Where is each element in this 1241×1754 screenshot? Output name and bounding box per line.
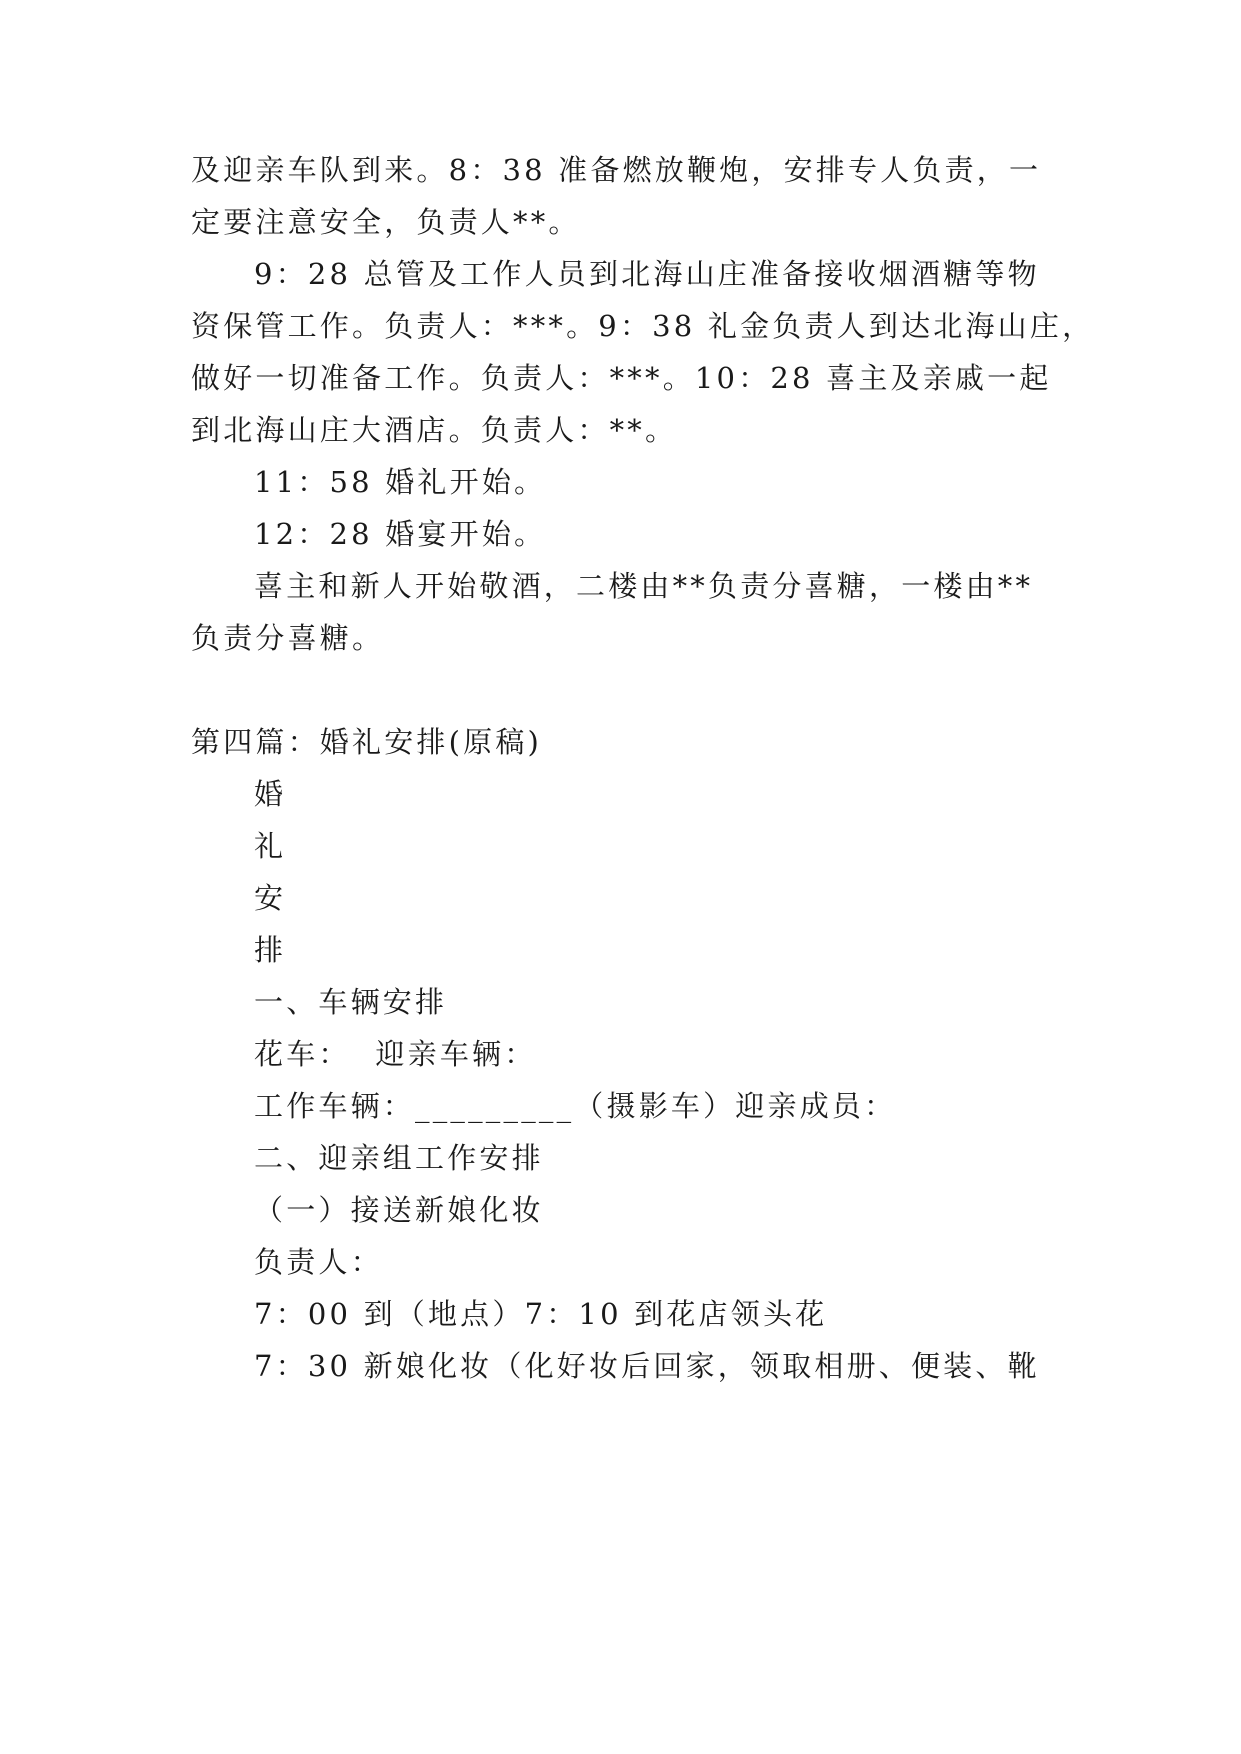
title-char: 婚: [254, 777, 287, 811]
paragraph-line: 喜主和新人开始敬酒，二楼由**负责分喜糖，一楼由**: [254, 569, 1034, 603]
paragraph-line: 12：28 婚宴开始。: [254, 517, 547, 551]
title-char: 礼: [254, 829, 287, 863]
paragraph-line: 7：30 新娘化妆（化好妆后回家，领取相册、便装、靴: [254, 1349, 1040, 1383]
subheading: 一、车辆安排: [254, 985, 448, 1019]
paragraph-line: 到北海山庄大酒店。负责人：**。: [191, 413, 678, 447]
paragraph-line: 资保管工作。负责人：***。9：38 礼金负责人到达北海山庄，: [191, 309, 1095, 343]
paragraph-line: 及迎亲车队到来。8：38 准备燃放鞭炮，安排专人负责，一: [191, 153, 1042, 187]
subheading: 二、迎亲组工作安排: [254, 1141, 544, 1175]
paragraph-line: 7：00 到（地点）7：10 到花店领头花: [254, 1297, 828, 1331]
paragraph-line: 做好一切准备工作。负责人：***。10：28 喜主及亲戚一起: [191, 361, 1052, 395]
paragraph-line: 负责分喜糖。: [191, 621, 385, 655]
paragraph-line: 定要注意安全，负责人**。: [191, 205, 581, 239]
title-char: 安: [254, 881, 287, 915]
section-heading: 第四篇：婚礼安排(原稿): [191, 725, 543, 759]
paragraph-line: 11：58 婚礼开始。: [254, 465, 547, 499]
title-char: 排: [254, 933, 287, 967]
paragraph-line: 花车： 迎亲车辆：: [254, 1037, 537, 1071]
paragraph-line: 9：28 总管及工作人员到北海山庄准备接收烟酒糖等物: [254, 257, 1040, 291]
paragraph-line: 负责人：: [254, 1245, 383, 1279]
subheading: （一）接送新娘化妆: [254, 1193, 544, 1227]
paragraph-line: 工作车辆：_________（摄影车）迎亲成员：: [254, 1089, 897, 1123]
